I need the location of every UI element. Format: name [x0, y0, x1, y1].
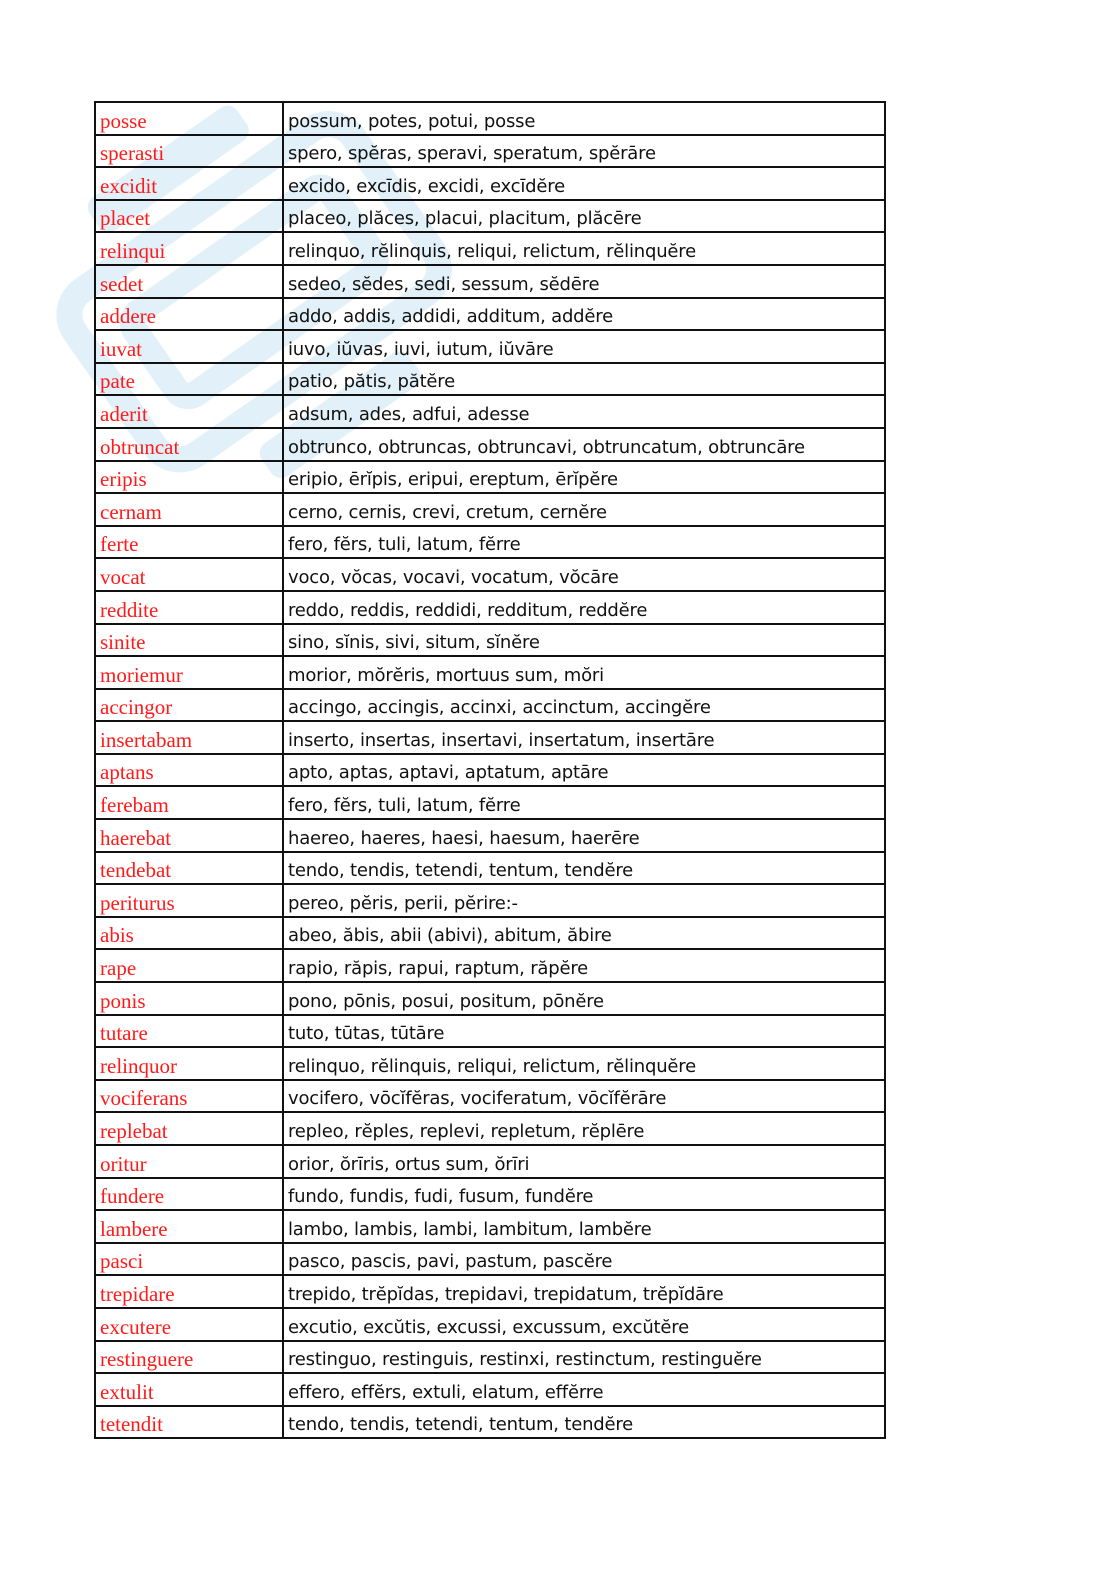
verb-table: [94, 101, 886, 1439]
principal-parts-cell: fero, fĕrs, tuli, latum, fĕrre: [283, 526, 885, 559]
verb-form-cell: addere: [95, 298, 283, 331]
principal-parts-cell: haereo, haeres, haesi, haesum, haerēre: [283, 819, 885, 852]
principal-parts-cell: lambo, lambis, lambi, lambitum, lambĕre: [283, 1210, 885, 1243]
principal-parts-cell: fero, fĕrs, tuli, latum, fĕrre: [283, 786, 885, 819]
verb-form-cell: placet: [95, 200, 283, 233]
principal-parts-cell: addo, addis, addidi, additum, addĕre: [283, 298, 885, 331]
principal-parts-cell: fundo, fundis, fudi, fusum, fundĕre: [283, 1178, 885, 1211]
verb-form-cell: rape: [95, 949, 283, 982]
table-row: [95, 395, 885, 428]
principal-parts-cell: vocifero, vōcĭfĕras, vociferatum, vōcĭfĕrāre: [283, 1080, 885, 1113]
table-row: [95, 1243, 885, 1276]
principal-parts-cell: tendo, tendis, tetendi, tentum, tendĕre: [283, 1406, 885, 1439]
table-row: [95, 852, 885, 885]
principal-parts-cell: spero, spĕras, speravi, speratum, spĕrāre: [283, 135, 885, 168]
principal-parts-cell: adsum, ades, adfui, adesse: [283, 395, 885, 428]
table-row: [95, 330, 885, 363]
principal-parts-cell: trepido, trĕpĭdas, trepidavi, trepidatum, trĕpĭdāre: [283, 1275, 885, 1308]
principal-parts-cell: tendo, tendis, tetendi, tentum, tendĕre: [283, 852, 885, 885]
verb-form-cell: fundere: [95, 1178, 283, 1211]
principal-parts-cell: tuto, tūtas, tūtāre: [283, 1015, 885, 1048]
table-row: [95, 298, 885, 331]
table-row: [95, 1047, 885, 1080]
principal-parts-cell: repleo, rĕples, replevi, repletum, rĕplēre: [283, 1112, 885, 1145]
table-row: [95, 1341, 885, 1374]
table-row: [95, 526, 885, 559]
principal-parts-cell: rapio, răpis, rapui, raptum, răpĕre: [283, 949, 885, 982]
table-row: [95, 135, 885, 168]
table-row: [95, 1015, 885, 1048]
verb-form-cell: cernam: [95, 493, 283, 526]
verb-form-cell: accingor: [95, 689, 283, 722]
table-row: [95, 363, 885, 396]
verb-form-cell: trepidare: [95, 1275, 283, 1308]
principal-parts-cell: sino, sĭnis, sivi, situm, sĭnĕre: [283, 624, 885, 657]
principal-parts-cell: effero, effĕrs, extuli, elatum, effĕrre: [283, 1373, 885, 1406]
table-row: [95, 754, 885, 787]
verb-form-cell: insertabam: [95, 721, 283, 754]
table-row: [95, 428, 885, 461]
table-row: [95, 884, 885, 917]
verb-form-cell: extulit: [95, 1373, 283, 1406]
table-row: [95, 1373, 885, 1406]
verb-form-cell: aderit: [95, 395, 283, 428]
verb-form-cell: replebat: [95, 1112, 283, 1145]
principal-parts-cell: patio, pătis, pătĕre: [283, 363, 885, 396]
table-row: [95, 232, 885, 265]
verb-form-cell: relinqui: [95, 232, 283, 265]
table-row: [95, 819, 885, 852]
principal-parts-cell: relinquo, rĕlinquis, reliqui, relictum, rĕlinquĕre: [283, 232, 885, 265]
table-row: [95, 167, 885, 200]
verb-form-cell: iuvat: [95, 330, 283, 363]
table-row: [95, 591, 885, 624]
principal-parts-cell: orior, ŏrīris, ortus sum, ŏrīri: [283, 1145, 885, 1178]
table-row: [95, 1210, 885, 1243]
verb-form-cell: aptans: [95, 754, 283, 787]
verb-form-cell: oritur: [95, 1145, 283, 1178]
table-row: [95, 721, 885, 754]
principal-parts-cell: apto, aptas, aptavi, aptatum, aptāre: [283, 754, 885, 787]
principal-parts-cell: pereo, pĕris, perii, pĕrire:-: [283, 884, 885, 917]
verb-form-cell: tendebat: [95, 852, 283, 885]
principal-parts-cell: reddo, reddis, reddidi, redditum, reddĕre: [283, 591, 885, 624]
table-row: [95, 1145, 885, 1178]
principal-parts-cell: restinguo, restinguis, restinxi, restinctum, restinguĕre: [283, 1341, 885, 1374]
verb-form-cell: posse: [95, 102, 283, 135]
principal-parts-cell: eripio, ērĭpis, eripui, ereptum, ērĭpĕre: [283, 461, 885, 494]
principal-parts-cell: relinquo, rĕlinquis, reliqui, relictum, rĕlinquĕre: [283, 1047, 885, 1080]
table-row: [95, 786, 885, 819]
verb-form-cell: sedet: [95, 265, 283, 298]
principal-parts-cell: possum, potes, potui, posse: [283, 102, 885, 135]
table-row: [95, 1308, 885, 1341]
table-row: [95, 656, 885, 689]
verb-form-cell: reddite: [95, 591, 283, 624]
verb-form-cell: sinite: [95, 624, 283, 657]
principal-parts-cell: abeo, ăbis, abii (abivi), abitum, ăbire: [283, 917, 885, 950]
table-row: [95, 949, 885, 982]
principal-parts-cell: excido, excīdis, excidi, excīdĕre: [283, 167, 885, 200]
table-row: [95, 1406, 885, 1439]
principal-parts-cell: excutio, excŭtis, excussi, excussum, excŭtĕre: [283, 1308, 885, 1341]
verb-form-cell: excidit: [95, 167, 283, 200]
verb-form-cell: vociferans: [95, 1080, 283, 1113]
table-row: [95, 689, 885, 722]
table-row: [95, 624, 885, 657]
table-row: [95, 200, 885, 233]
principal-parts-cell: iuvo, iŭvas, iuvi, iutum, iŭvāre: [283, 330, 885, 363]
table-row: [95, 102, 885, 135]
table-row: [95, 461, 885, 494]
principal-parts-cell: voco, vŏcas, vocavi, vocatum, vŏcāre: [283, 558, 885, 591]
verb-form-cell: abis: [95, 917, 283, 950]
verb-form-cell: relinquor: [95, 1047, 283, 1080]
verb-form-cell: lambere: [95, 1210, 283, 1243]
principal-parts-cell: obtrunco, obtruncas, obtruncavi, obtruncatum, obtruncāre: [283, 428, 885, 461]
table-row: [95, 1112, 885, 1145]
principal-parts-cell: pasco, pascis, pavi, pastum, pascĕre: [283, 1243, 885, 1276]
verb-form-cell: eripis: [95, 461, 283, 494]
verb-table-body: [95, 102, 885, 1438]
principal-parts-cell: accingo, accingis, accinxi, accinctum, accingĕre: [283, 689, 885, 722]
principal-parts-cell: cerno, cernis, crevi, cretum, cernĕre: [283, 493, 885, 526]
verb-form-cell: pate: [95, 363, 283, 396]
verb-form-cell: periturus: [95, 884, 283, 917]
table-row: [95, 1275, 885, 1308]
verb-form-cell: ferebam: [95, 786, 283, 819]
principal-parts-cell: inserto, insertas, insertavi, insertatum, insertāre: [283, 721, 885, 754]
table-row: [95, 493, 885, 526]
verb-form-cell: excutere: [95, 1308, 283, 1341]
principal-parts-cell: placeo, plăces, placui, placitum, plăcēre: [283, 200, 885, 233]
table-row: [95, 1080, 885, 1113]
verb-form-cell: obtruncat: [95, 428, 283, 461]
verb-form-cell: haerebat: [95, 819, 283, 852]
verb-form-cell: pasci: [95, 1243, 283, 1276]
table-row: [95, 917, 885, 950]
verb-form-cell: vocat: [95, 558, 283, 591]
verb-form-cell: restinguere: [95, 1341, 283, 1374]
verb-form-cell: ponis: [95, 982, 283, 1015]
principal-parts-cell: sedeo, sĕdes, sedi, sessum, sĕdēre: [283, 265, 885, 298]
verb-form-cell: moriemur: [95, 656, 283, 689]
verb-form-cell: tetendit: [95, 1406, 283, 1439]
verb-form-cell: tutare: [95, 1015, 283, 1048]
table-row: [95, 265, 885, 298]
table-row: [95, 1178, 885, 1211]
verb-form-cell: sperasti: [95, 135, 283, 168]
verb-form-cell: ferte: [95, 526, 283, 559]
table-row: [95, 558, 885, 591]
principal-parts-cell: morior, mŏrĕris, mortuus sum, mŏri: [283, 656, 885, 689]
table-row: [95, 982, 885, 1015]
principal-parts-cell: pono, pōnis, posui, positum, pōnĕre: [283, 982, 885, 1015]
